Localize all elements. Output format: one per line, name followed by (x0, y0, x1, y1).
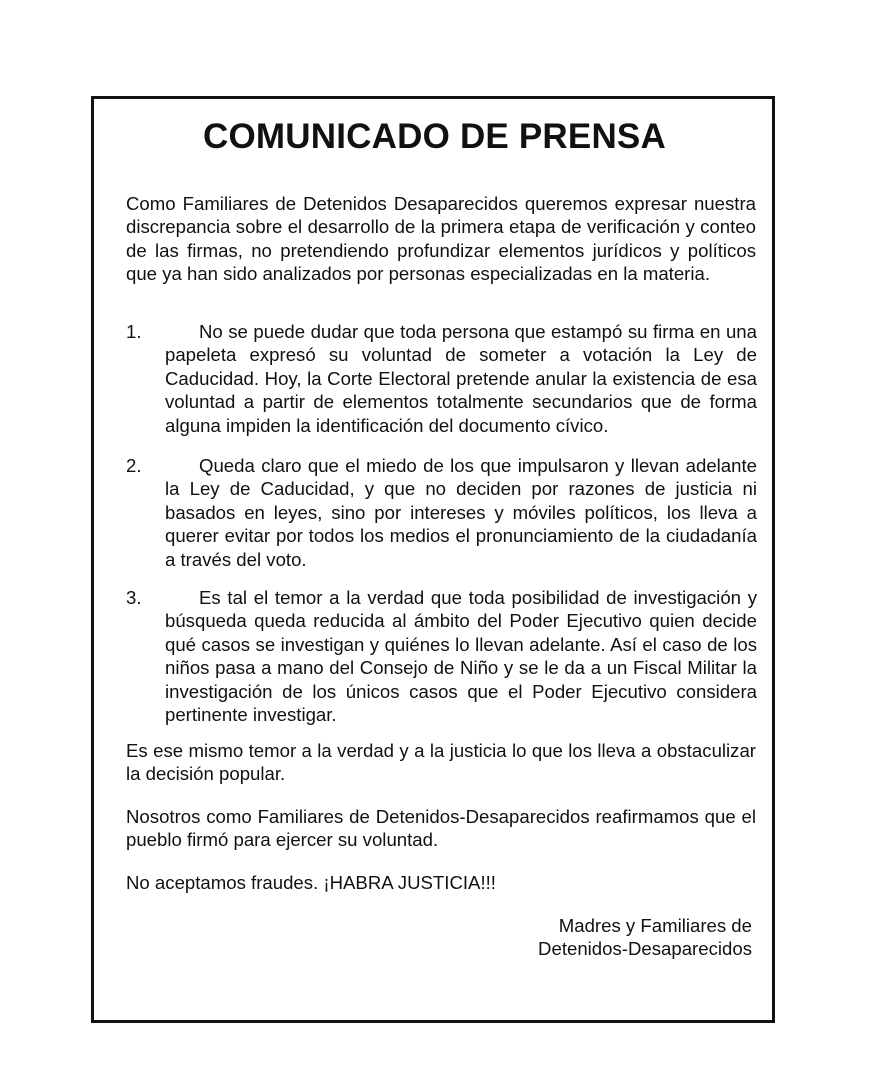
item-number-3: 3. (126, 587, 142, 608)
item-text-1: No se puede dudar que toda persona que estampó su firma en una papeleta expresó su voluntad de someter a votación la Ley de Caducidad. Hoy, la Corte Electoral pretende anular la existencia de esa voluntad a partir de elementos totalmente secundarios que de forma alguna impiden la identificación del documento cívico. (165, 321, 757, 436)
item-number-2: 2. (126, 455, 142, 476)
paragraph-justicia: No aceptamos fraudes. ¡HABRA JUSTICIA!!! (126, 872, 496, 893)
item-number-1: 1. (126, 321, 142, 342)
intro-paragraph: Como Familiares de Detenidos Desaparecidos queremos expresar nuestra discrepancia sobre el desarrollo de la primera etapa de verificación y conteo de las firmas, no pretendiendo profundizar elementos jurídicos y políticos que ya han sido analizados por personas especializadas en la materia. (126, 193, 756, 285)
signature-block (456, 914, 752, 961)
signature-line-1: Madres y Familiares de (558, 915, 752, 936)
item-text-3: Es tal el temor a la verdad que toda posibilidad de investigación y búsqueda queda reducida al ámbito del Poder Ejecutivo quien decide qué casos se investigan y quiénes lo llevan adelante. Así el caso de los niños pasa a mano del Consejo de Niño y se le da a un Fiscal Militar la investigación de los únicos casos que el Poder Ejecutivo considera pertinente investigar. (165, 587, 757, 726)
signature-line-2: Detenidos-Desaparecidos (538, 938, 752, 960)
paragraph-temor: Es ese mismo temor a la verdad y a la justicia lo que los lleva a obstaculizar la decisión popular. (126, 740, 756, 785)
item-text-2: Queda claro que el miedo de los que impulsaron y llevan adelante la Ley de Caducidad, y que no deciden por razones de justicia ni basados en leyes, sino por intereses y móviles políticos, los lleva a querer evitar por todos los medios el pronunciamiento de la ciudadanía a través del voto. (165, 455, 757, 570)
paragraph-reafirmamos: Nosotros como Familiares de Detenidos-Desaparecidos reafirmamos que el pueblo firmó para ejercer su voluntad. (126, 806, 756, 851)
document-title: COMUNICADO DE PRENSA (203, 117, 666, 156)
